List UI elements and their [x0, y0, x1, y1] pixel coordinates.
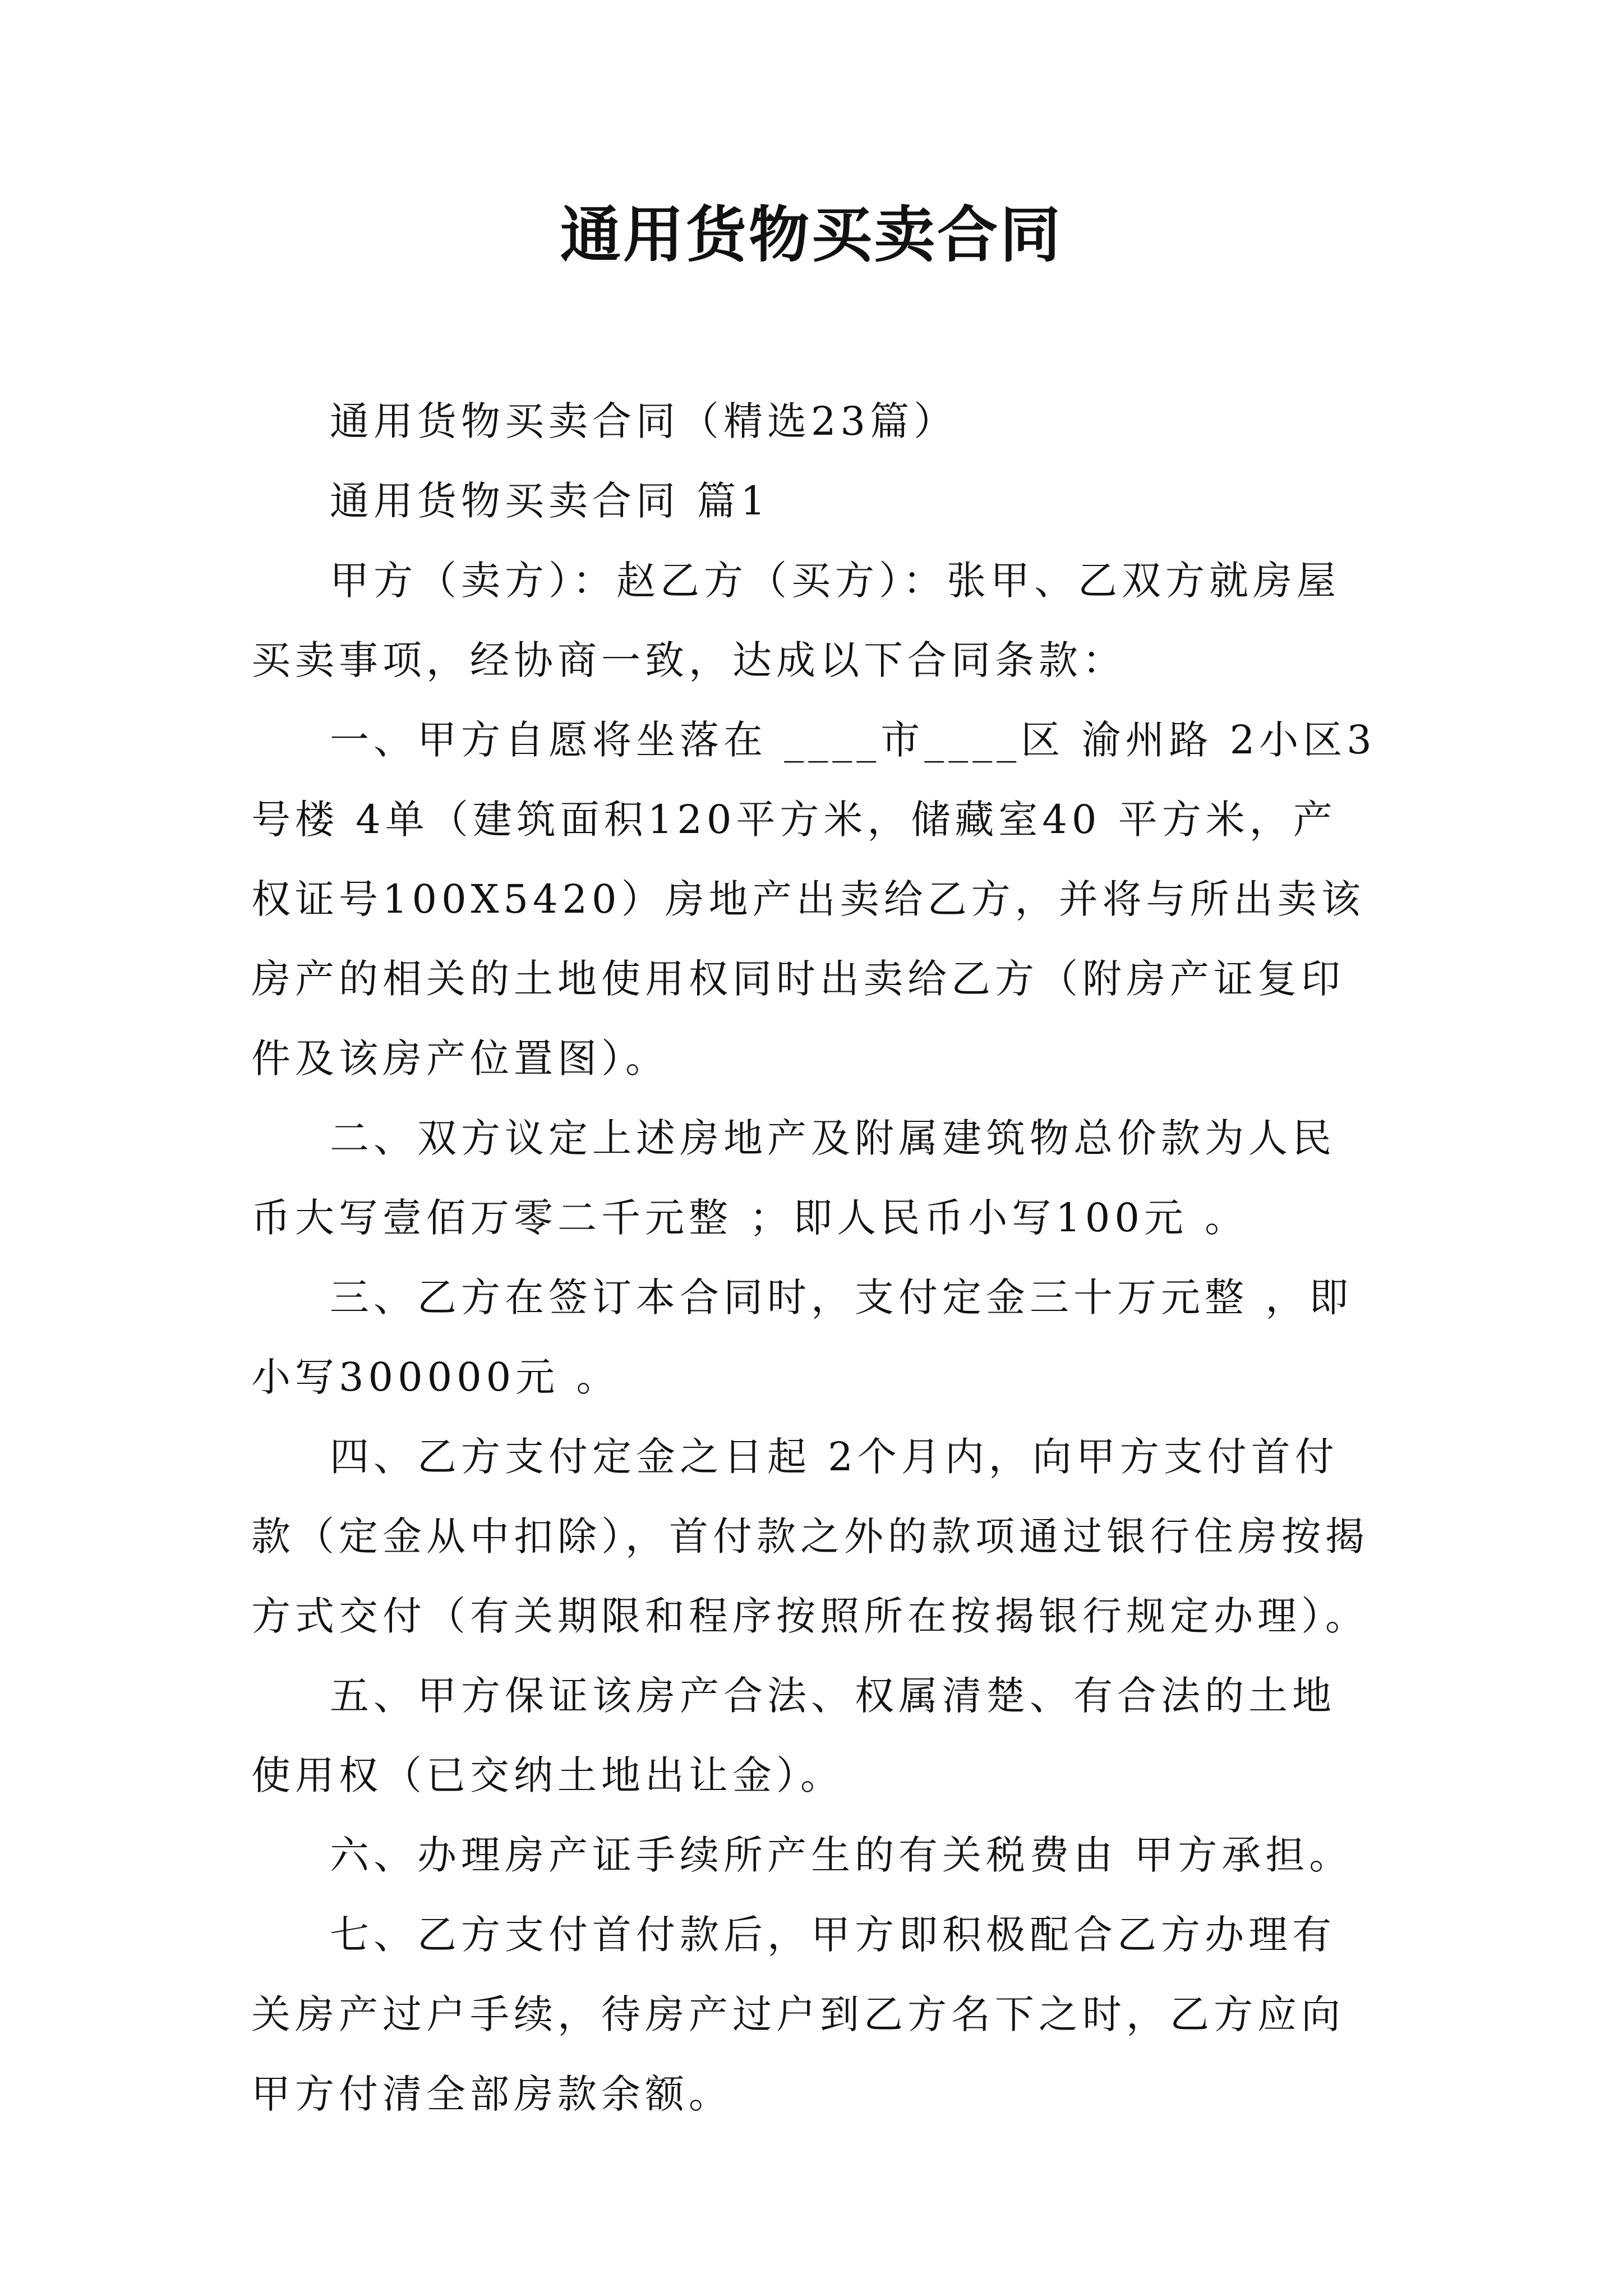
paragraph-clause-7: 七、乙方支付首付款后，甲方即积极配合乙方办理有关房产过户手续，待房产过户到乙方名下之时，乙方应向甲方付清全部房款余额。	[251, 1912, 1345, 2117]
paragraph-clause-6: 六、办理房产证手续所产生的有关税费由 甲方承担。	[330, 1832, 1353, 1878]
paragraph-clause-3: 三、乙方在签订本合同时，支付定金三十万元整 ，即小写300000元 。	[251, 1274, 1353, 1400]
paragraph-clause-2: 二、双方议定上述房地产及附属建筑物总价款为人民币大写壹佰万零二千元整 ；即人民币小写100元 。	[251, 1115, 1336, 1241]
document-title: 通用货物买卖合同	[560, 200, 1063, 270]
paragraph-section-heading: 通用货物买卖合同 篇1	[330, 478, 770, 524]
paragraph-clause-4: 四、乙方支付定金之日起 2个月内，向甲方支付首付款（定金从中扣除），首付款之外的款项通过银行住房按揭方式交付（有关期限和程序按照所在按揭银行规定办理）。	[251, 1434, 1369, 1639]
paragraph-clause-1: 一、甲方自愿将坐落在 ____市____区 渝州路 2小区3号楼 4单（建筑面积120平方米，储藏室40 平方米，产权证号100X5420）房地产出卖给乙方，并将与所出卖该房产的相关的土地使用权同时出卖给乙方（附房产证复印件及该房产位置图）。	[251, 717, 1376, 1082]
paragraph-parties: 甲方（卖方）：赵乙方（买方）：张甲、乙双方就房屋买卖事项，经协商一致，达成以下合同条款：	[251, 558, 1340, 683]
paragraph-clause-5: 五、甲方保证该房产合法、权属清楚、有合法的土地使用权（已交纳土地出让金）。	[251, 1673, 1336, 1798]
document-body	[251, 381, 1378, 2134]
paragraph-subtitle: 通用货物买卖合同（精选23篇）	[330, 398, 958, 444]
